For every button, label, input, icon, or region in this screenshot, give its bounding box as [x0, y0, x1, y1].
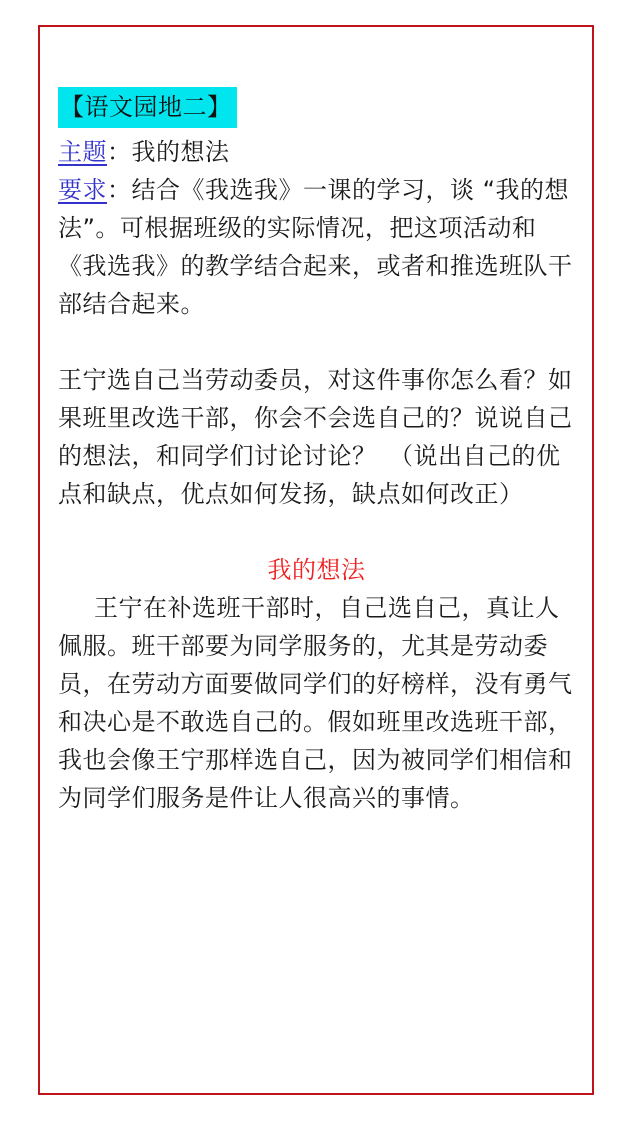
topic-label: 主题: [58, 138, 107, 166]
essay-body-paragraph: 王宁在补选班干部时，自己选自己，真让人佩服。班干部要为同学服务的，尤其是劳动委员，在劳动方面要做同学们的好榜样，没有勇气和决心是不敢选自己的。假如班里改选班干部，我也会像王宁那样选自己，因为被同学们相信和为同学们服务是件让人很高兴的事情。: [58, 594, 573, 812]
requirement-text: 结合《我选我》一课的学习，谈 “我的想法”。可根据班级的实际情况，把这项活动和《我选我》的教学结合起来，或者和推选班队干部结合起来。: [58, 176, 573, 318]
requirement-separator: ：: [107, 176, 132, 204]
section-header-highlight: 【语文园地二】: [58, 87, 237, 128]
topic-value: 我的想法: [131, 138, 230, 166]
discussion-prompt-paragraph: 王宁选自己当劳动委员，对这件事你怎么看？如果班里改选干部，你会不会选自己的？说说自己的想法，和同学们讨论讨论？ （说出自己的优点和缺点，优点如何发扬，缺点如何改正）: [58, 366, 573, 508]
topic-separator: ：: [107, 138, 132, 166]
red-border-frame: [38, 25, 594, 1095]
document-content: [40, 27, 592, 817]
blank-line: [58, 323, 575, 361]
blank-line: [58, 513, 575, 551]
requirement-label: 要求: [58, 176, 107, 204]
essay-title: 我的想法: [267, 556, 366, 584]
requirement-paragraph: [58, 171, 575, 323]
topic-line: [58, 133, 575, 171]
section-header-line: [58, 87, 575, 128]
